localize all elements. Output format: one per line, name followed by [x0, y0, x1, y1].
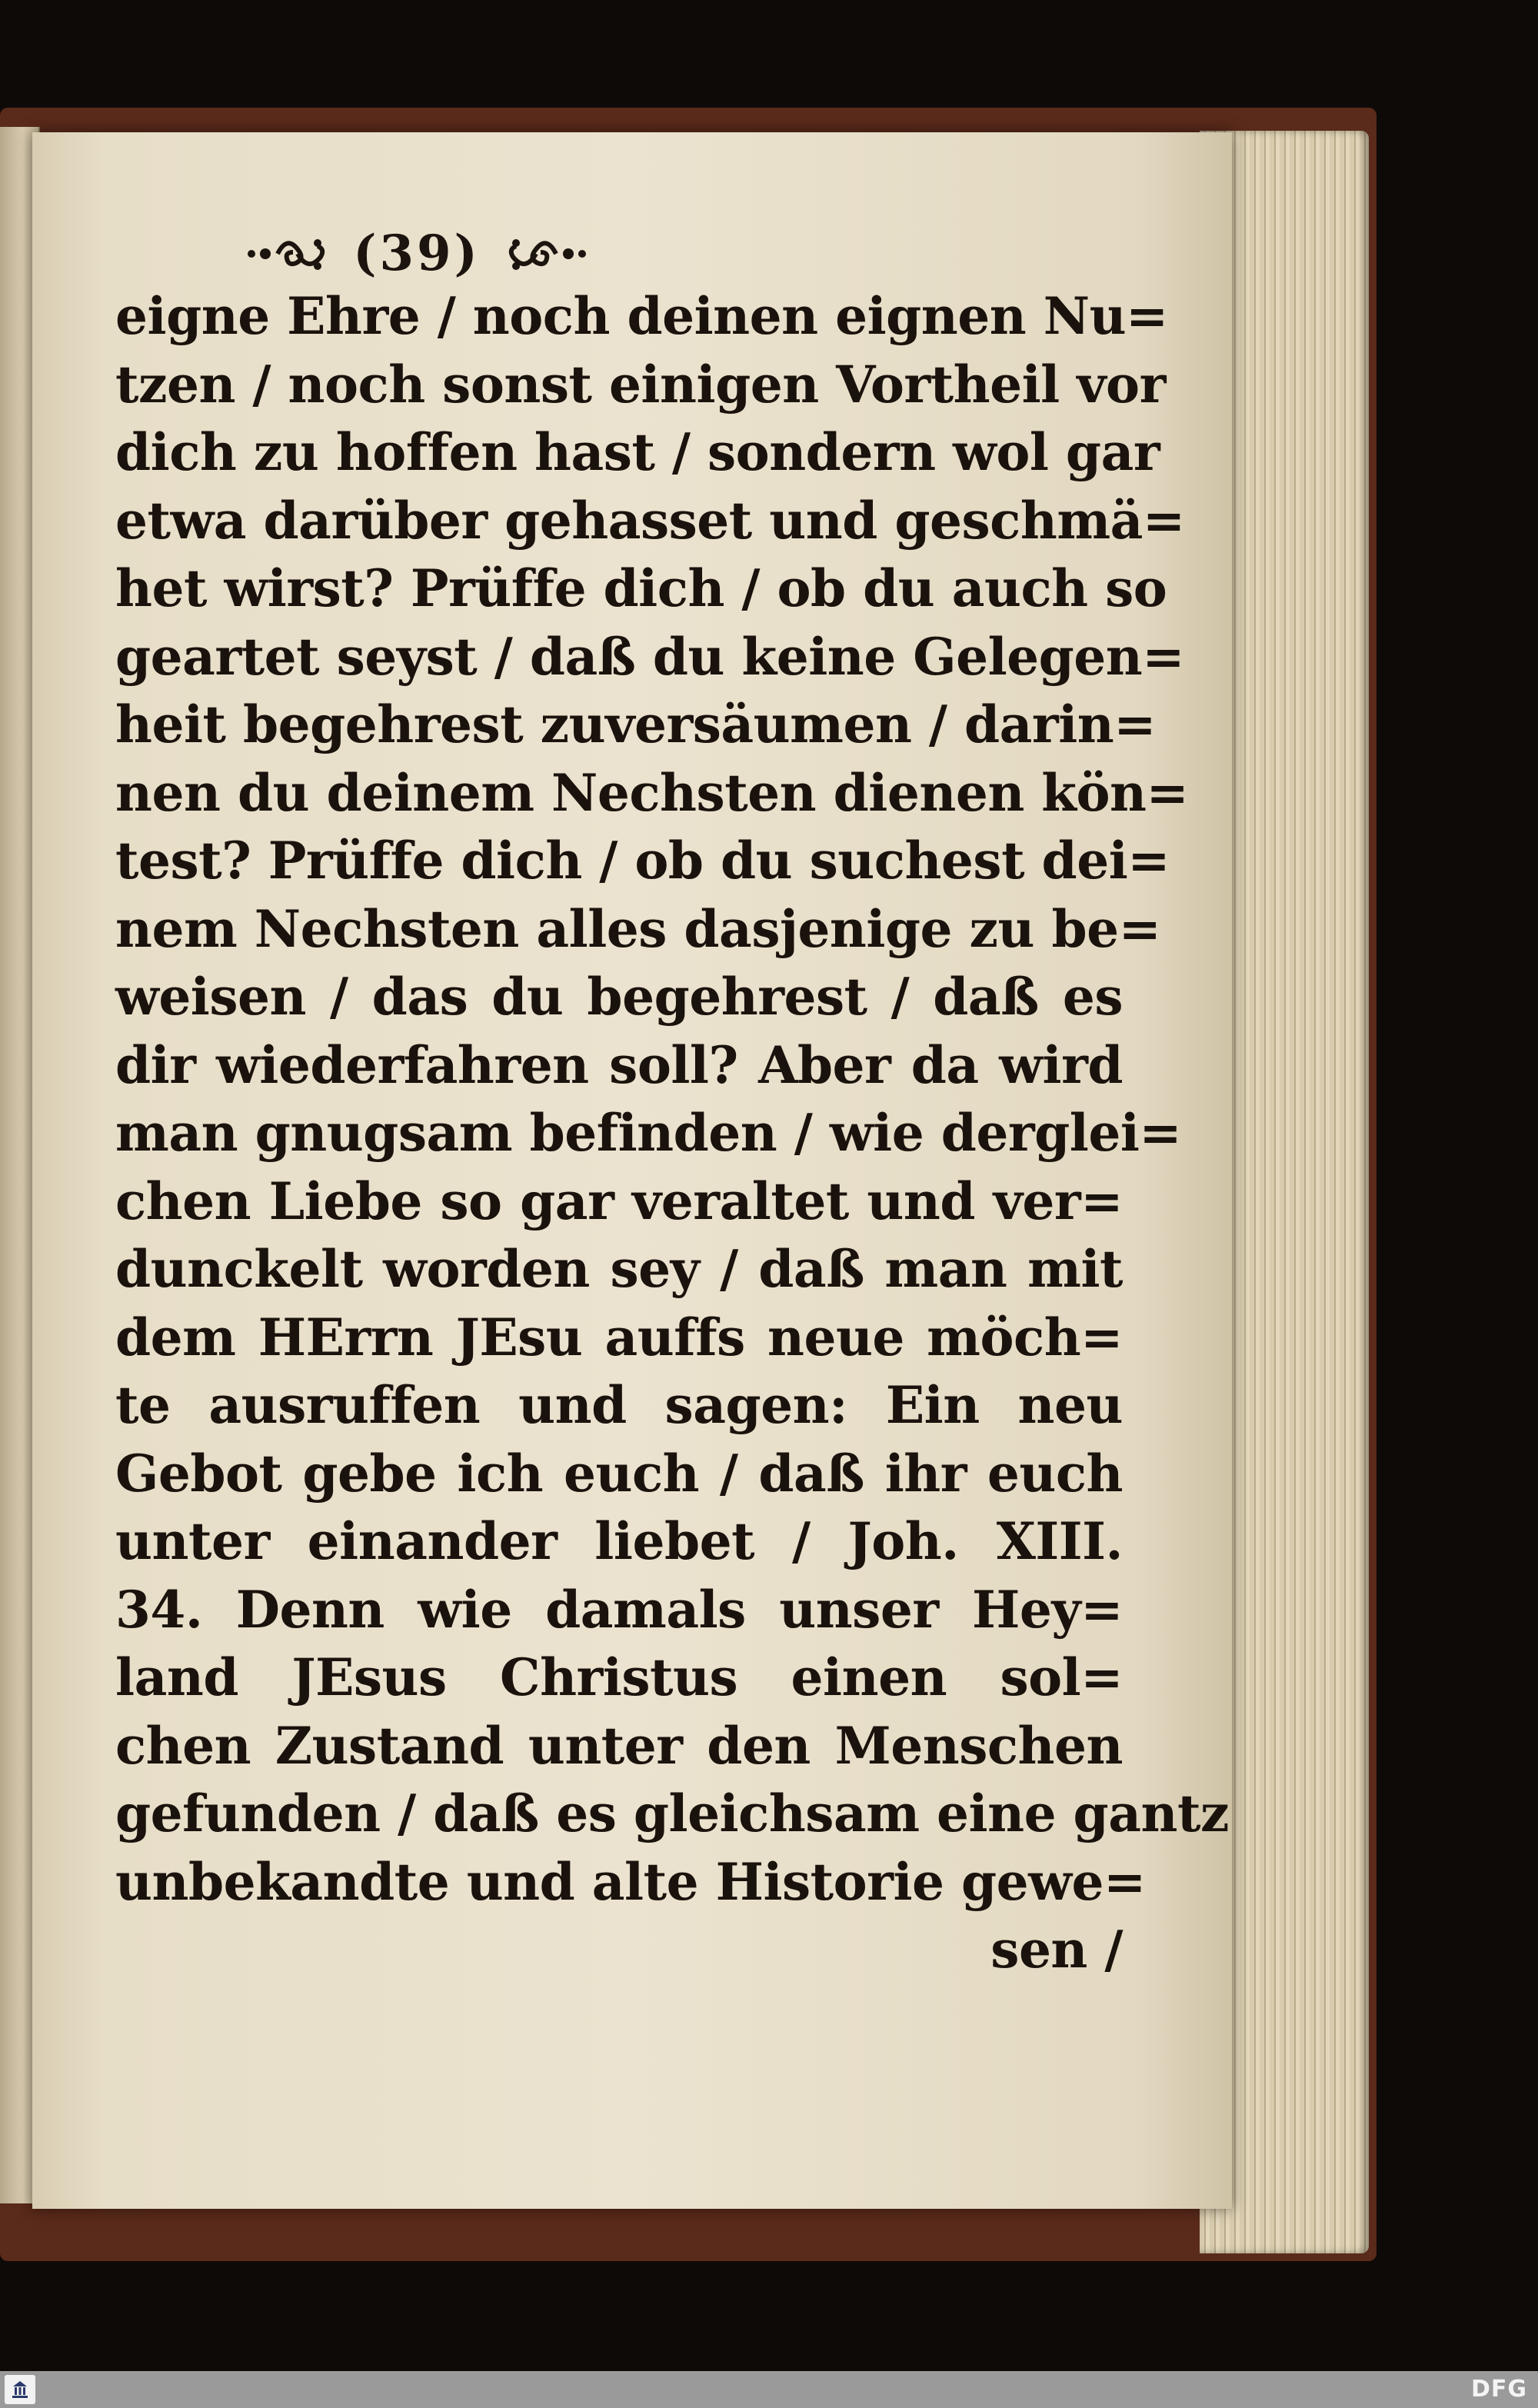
library-logo-icon: [5, 2375, 35, 2404]
right-ornament-icon: [501, 231, 593, 277]
page-number: (39): [353, 225, 481, 282]
text-line: heit begehrest zuversäumen / darin=: [115, 694, 1157, 754]
text-line: gefunden / daß es gleichsam eine gantz: [115, 1784, 1229, 1843]
text-line: eigne Ehre / noch deinen eignen Nu=: [115, 286, 1168, 346]
text-line: dem HErrn JEsu auffs neue möch=: [115, 1307, 1123, 1367]
text-line: etwa darüber gehasset und geschmä=: [115, 490, 1185, 551]
text-line: het wirst? Prüffe dich / ob du auch so: [115, 558, 1167, 618]
text-line: chen Zustand unter den Menschen: [115, 1715, 1123, 1776]
text-line: 34. Denn wie damals unser Hey=: [115, 1579, 1123, 1640]
text-line: man gnugsam befinden / wie derglei=: [115, 1103, 1182, 1163]
text-line: chen Liebe so gar veraltet und ver=: [115, 1171, 1123, 1231]
text-line: nen du deinem Nechsten dienen kön=: [115, 762, 1189, 823]
page-header: [32, 225, 801, 282]
text-line: test? Prüffe dich / ob du suchest dei=: [115, 831, 1170, 891]
text-line: Gebot gebe ich euch / daß ihr euch: [115, 1443, 1123, 1504]
text-line: tzen / noch sonst einigen Vortheil vor: [115, 354, 1166, 415]
text-line: dunckelt worden sey / daß man mit: [115, 1239, 1123, 1299]
text-line: land JEsus Christus einen sol=: [115, 1647, 1123, 1707]
viewer-footer-bar: [0, 2371, 1538, 2408]
text-line: dir wiederfahren soll? Aber da wird: [115, 1034, 1123, 1095]
text-line: weisen / das du begehrest / daß es: [115, 967, 1123, 1027]
text-line: te ausruffen und sagen: Ein neu: [115, 1375, 1123, 1435]
text-line: unter einander liebet / Joh. XIII.: [115, 1511, 1123, 1571]
text-line: nem Nechsten alles dasjenige zu be=: [115, 898, 1161, 959]
dfg-logo: DFG: [1470, 2376, 1527, 2403]
book-page: [32, 132, 1232, 2209]
body-text: [115, 282, 1229, 1984]
text-line: geartet seyst / daß du keine Gelegen=: [115, 626, 1185, 687]
text-line: unbekandte und alte Historie gewe=: [115, 1851, 1146, 1912]
left-ornament-icon: [241, 231, 333, 277]
text-line-catchword: sen /: [990, 1920, 1123, 1980]
text-line: dich zu hoffen hast / sondern wol gar: [115, 422, 1160, 482]
